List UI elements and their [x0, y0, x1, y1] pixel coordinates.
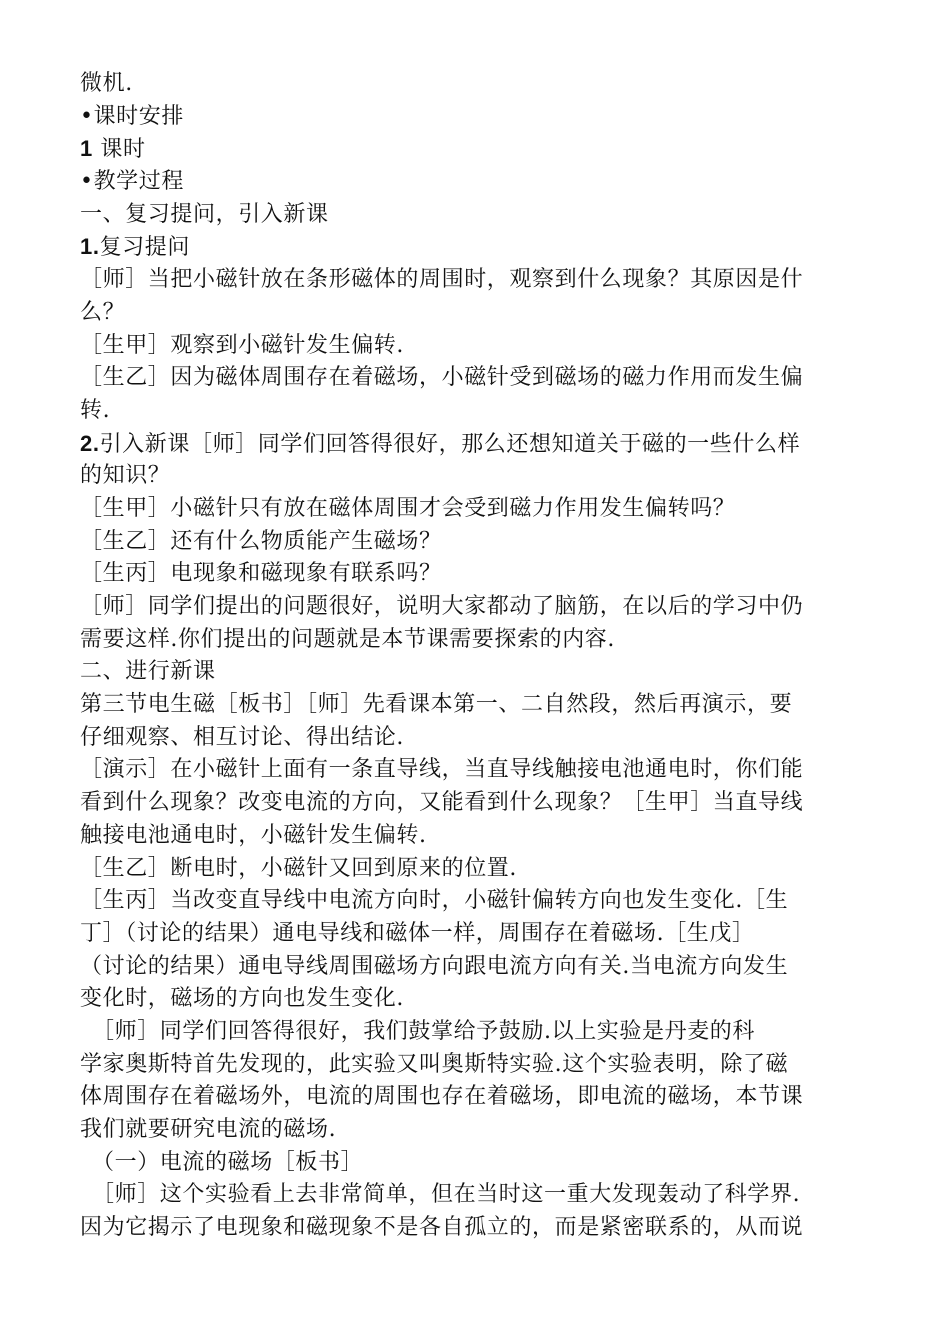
- text-line: 因为它揭示了电现象和磁现象不是各自孤立的，而是紧密联系的，从而说: [80, 1215, 804, 1241]
- text-line: 看到什么现象？改变电流的方向，又能看到什么现象？［生甲］当直导线: [80, 790, 804, 816]
- text-line: 第三节电生磁［板书］［师］先看课本第一、二自然段，然后再演示，要: [80, 692, 793, 718]
- text-line: 丁］（讨论的结果）通电导线和磁体一样，周围存在着磁场.［生戊］: [80, 920, 755, 946]
- text-line: ［生乙］因为磁体周围存在着磁场，小磁针受到磁场的磁力作用而发生偏: [80, 365, 804, 391]
- text-line: ［演示］在小磁针上面有一条直导线，当直导线触接电池通电时，你们能: [80, 757, 804, 783]
- text-line: ［师］这个实验看上去非常简单，但在当时这一重大发现轰动了科学界.: [92, 1182, 801, 1208]
- text-line: ［生丙］电现象和磁现象有联系吗？: [80, 561, 442, 587]
- section-heading: 二、进行新课: [80, 659, 216, 685]
- text-line: 学家奥斯特首先发现的，此实验又叫奥斯特实验.这个实验表明，除了磁: [80, 1051, 789, 1077]
- text-line: 我们就要研究电流的磁场.: [80, 1117, 337, 1142]
- subsection-heading: 1.复习提问: [80, 234, 190, 261]
- text-line: •课时安排: [80, 103, 184, 129]
- text-line: ［生丙］当改变直导线中电流方向时，小磁针偏转方向也发生变化.［生: [80, 888, 789, 914]
- text-line: 么？: [80, 299, 126, 325]
- text-line: 触接电池通电时，小磁针发生偏转.: [80, 822, 427, 848]
- text-line: 2.引入新课［师］同学们回答得很好，那么还想知道关于磁的一些什么样: [80, 430, 801, 457]
- text-line: 微机.: [80, 71, 133, 96]
- text-line: ［生甲］小磁针只有放在磁体周围才会受到磁力作用发生偏转吗？: [80, 495, 736, 521]
- text-line: （讨论的结果）通电导线周围磁场方向跟电流方向有关.当电流方向发生: [80, 953, 789, 979]
- text-line: 仔细观察、相互讨论、得出结论.: [80, 724, 404, 750]
- text-line: 需要这样.你们提出的问题就是本节课需要探索的内容.: [80, 626, 615, 652]
- text-line: 转.: [80, 397, 111, 423]
- subsection-heading: （一）电流的磁场［板书］: [92, 1149, 364, 1175]
- text-line: ［师］当把小磁针放在条形磁体的周围时，观察到什么现象？其原因是什: [80, 267, 804, 293]
- text-line: ［生乙］断电时，小磁针又回到原来的位置.: [80, 855, 517, 881]
- section-heading: 一、复习提问，引入新课: [80, 201, 329, 227]
- text-line: ［师］同学们回答得很好，我们鼓掌给予鼓励.以上实验是丹麦的科: [92, 1018, 755, 1044]
- text-line: ［师］同学们提出的问题很好，说明大家都动了脑筋，在以后的学习中仍: [80, 594, 804, 619]
- text-line: 1 课时: [80, 136, 146, 163]
- text-line: 的知识？: [80, 463, 171, 489]
- text-line: 体周围存在着磁场外，电流的周围也存在着磁场，即电流的磁场，本节课: [80, 1084, 804, 1110]
- text-line: •教学过程: [80, 169, 184, 195]
- text-line: 变化时，磁场的方向也发生变化.: [80, 986, 404, 1012]
- document-page: [80, 68, 880, 1245]
- text-line: ［生甲］观察到小磁针发生偏转.: [80, 332, 404, 358]
- text-line: ［生乙］还有什么物质能产生磁场？: [80, 528, 442, 554]
